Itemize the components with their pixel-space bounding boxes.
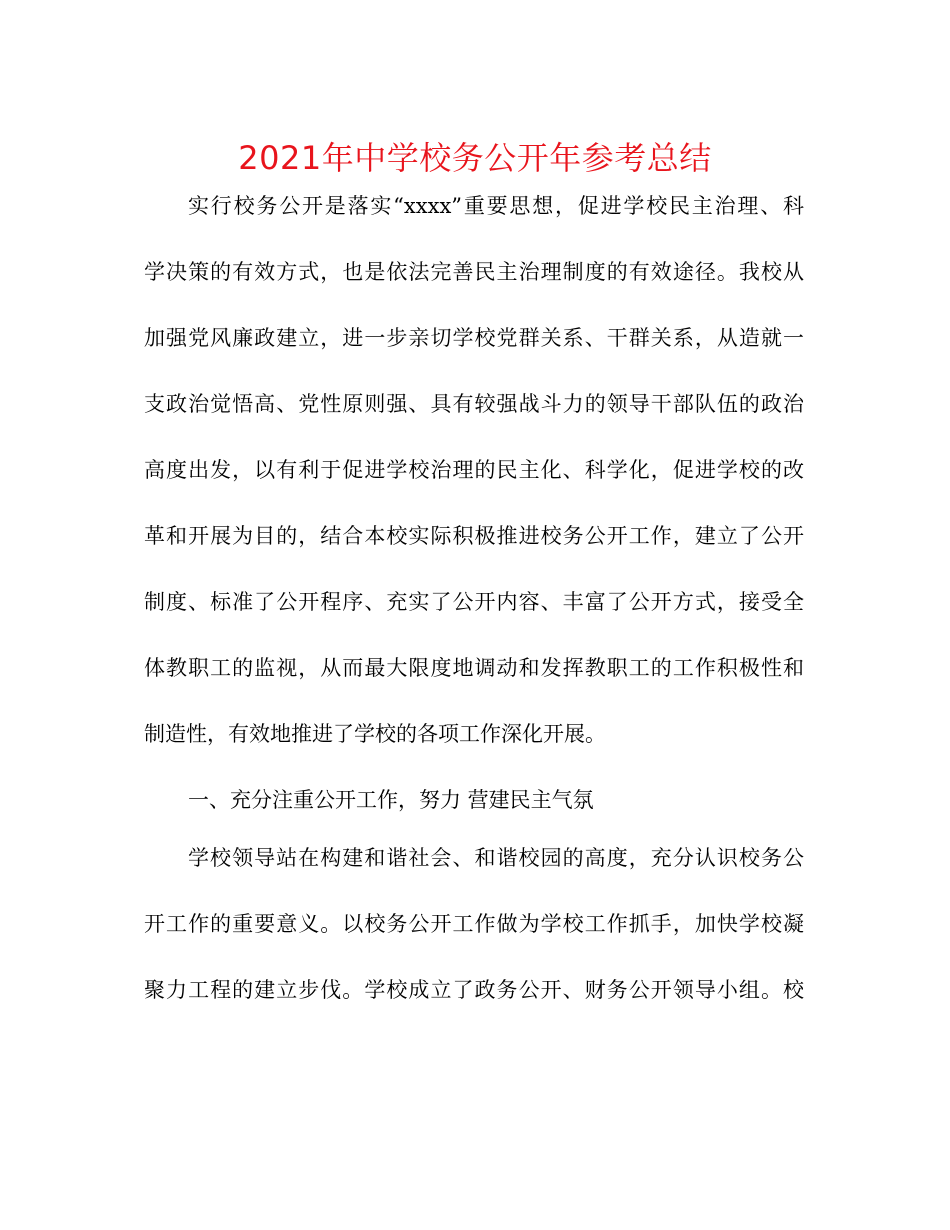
paragraph-line: 高度出发，以有利于促进学校治理的民主化、科学化，促进学校的改 (144, 458, 804, 482)
section-heading: 一、充分注重公开工作，努力 营建民主气氛 (188, 788, 594, 812)
paragraph-line: 实行校务公开是落实“xxxx”重要思想，促进学校民主治理、科 (188, 194, 804, 218)
paragraph-line: 革和开展为目的，结合本校实际积极推进校务公开工作，建立了公开 (144, 524, 804, 548)
paragraph-line: 聚力工程的建立步伐。学校成立了政务公开、财务公开领导小组。校 (144, 978, 804, 1002)
paragraph-line: 制度、标准了公开程序、充实了公开内容、丰富了公开方式，接受全 (144, 590, 804, 614)
paragraph-line: 支政治觉悟高、党性原则强、具有较强战斗力的领导干部队伍的政治 (144, 392, 804, 416)
paragraph-line: 学决策的有效方式，也是依法完善民主治理制度的有效途径。我校从 (144, 260, 804, 284)
paragraph-line: 学校领导站在构建和谐社会、和谐校园的高度，充分认识校务公 (188, 846, 804, 870)
paragraph-line: 加强党风廉政建立，进一步亲切学校党群关系、干群关系，从造就一 (144, 326, 804, 350)
paragraph-line: 开工作的重要意义。以校务公开工作做为学校工作抓手，加快学校凝 (144, 912, 804, 936)
paragraph-line: 体教职工的监视，从而最大限度地调动和发挥教职工的工作积极性和 (144, 656, 804, 680)
document-body (144, 186, 804, 1036)
page-title: 2021年中学校务公开年参考总结 (238, 139, 712, 177)
paragraph-line: 制造性，有效地推进了学校的各项工作深化开展。 (144, 722, 606, 746)
